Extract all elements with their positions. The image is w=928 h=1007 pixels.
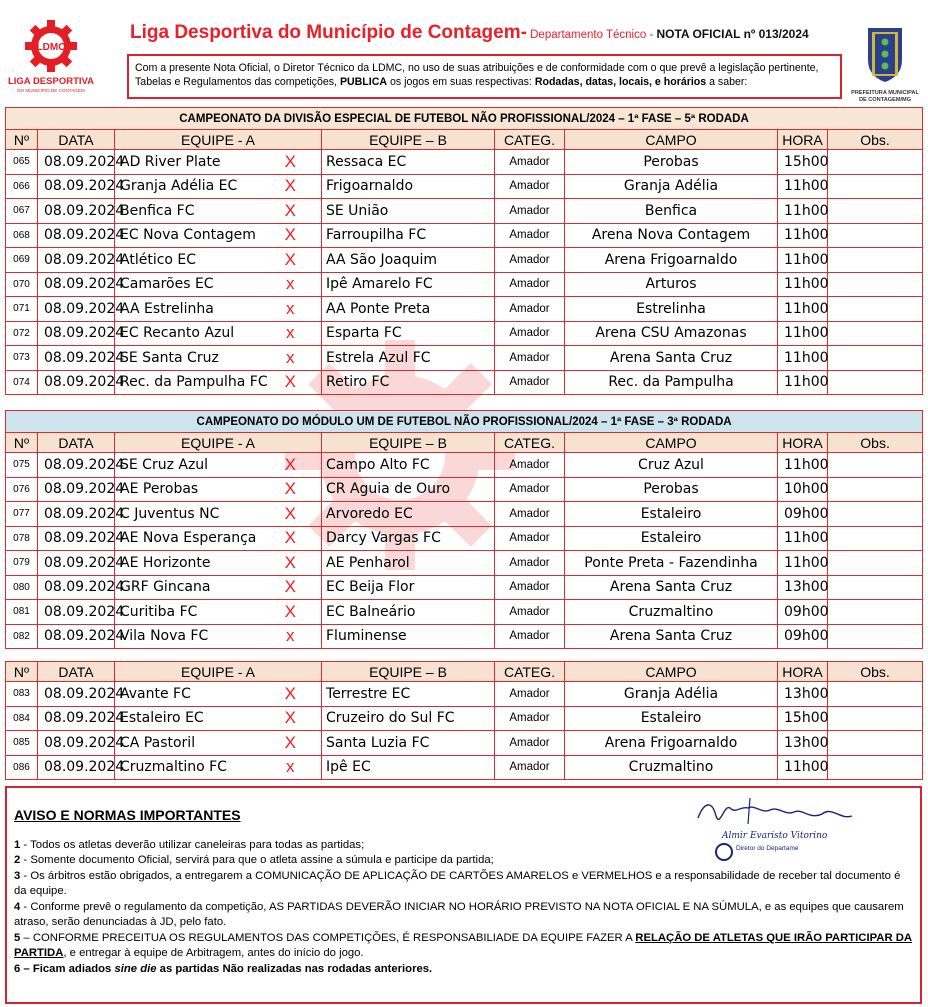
game-number: 065 xyxy=(6,150,38,175)
notice-item-6: 6 – Ficam adiados sine die as partidas Não realizadas nas rodadas anteriores. xyxy=(14,962,433,975)
game-date: 08.09.2024 xyxy=(38,370,115,395)
kickoff-time: 13h00 xyxy=(778,575,828,600)
team-a: Curitiba FC xyxy=(115,600,260,625)
game-number: 085 xyxy=(6,731,38,756)
field-name: Arena Frigoarnaldo xyxy=(565,248,778,273)
versus-mark: X xyxy=(260,502,322,527)
team-a: AE Nova Esperança xyxy=(115,526,260,551)
team-a: SE Cruz Azul xyxy=(115,453,260,478)
game-date: 08.09.2024 xyxy=(38,706,115,731)
team-a: Granja Adélia EC xyxy=(115,174,260,199)
game-date: 08.09.2024 xyxy=(38,248,115,273)
intro-text-1: Com a presente Nota Oficial, o Diretor Técnico da LDMC, no uso de suas atribuições e de conformidade com o que prevê a legislação pertinente, Tabelas e Regulamentos das competições, xyxy=(135,62,819,88)
table-row xyxy=(6,600,923,625)
observations xyxy=(828,174,923,199)
kickoff-time: 10h00 xyxy=(778,477,828,502)
versus-mark: x xyxy=(260,297,322,322)
game-number: 083 xyxy=(6,682,38,707)
observations xyxy=(828,370,923,395)
logo-left-text: LDMC xyxy=(36,42,66,53)
note-number: NOTA OFICIAL nº 013/2024 xyxy=(656,27,809,41)
game-date: 08.09.2024 xyxy=(38,199,115,224)
col-header-team-a: EQUIPE - A xyxy=(115,433,322,453)
category: Amador xyxy=(495,551,565,576)
director-signature xyxy=(690,794,860,864)
notice-item-5: 5 – CONFORME PRECEITUA OS REGULAMENTOS DAS COMPETIÇÕES, É RESPONSABILIADE DA EQUIPE FAZER A RELAÇÃO DE ATLETAS QUE IRÃO PARTICIPAR DA PARTIDA, e entregar à equipe de Arbitragem, antes do início do jogo. xyxy=(14,931,913,959)
category: Amador xyxy=(495,199,565,224)
intro-text-3: os jogos em suas respectivas: xyxy=(387,76,535,88)
observations xyxy=(828,272,923,297)
observations xyxy=(828,453,923,478)
versus-mark: X xyxy=(260,526,322,551)
category: Amador xyxy=(495,150,565,175)
team-b: Ressaca EC xyxy=(322,150,495,175)
game-date: 08.09.2024 xyxy=(38,174,115,199)
table-row xyxy=(6,223,923,248)
table-row xyxy=(6,731,923,756)
team-b: Ipê EC xyxy=(322,755,495,780)
kickoff-time: 13h00 xyxy=(778,731,828,756)
table-row xyxy=(6,624,923,649)
observations xyxy=(828,248,923,273)
observations xyxy=(828,346,923,371)
col-header-date: DATA xyxy=(38,662,115,682)
col-header-obs: Obs. xyxy=(828,433,923,453)
org-name: Liga Desportiva do Município de Contagem- xyxy=(130,22,527,43)
team-a: AD River Plate xyxy=(115,150,260,175)
notice-item-1: 1 - Todos os atletas deverão utilizar caneleiras para todas as partidas; xyxy=(14,838,365,851)
game-number: 075 xyxy=(6,453,38,478)
col-header-num: Nº xyxy=(6,433,38,453)
observations xyxy=(828,150,923,175)
team-a: AE Perobas xyxy=(115,477,260,502)
kickoff-time: 11h00 xyxy=(778,526,828,551)
category: Amador xyxy=(495,526,565,551)
field-name: Arena Santa Cruz xyxy=(565,575,778,600)
team-b: Arvoredo EC xyxy=(322,502,495,527)
team-a: Atlético EC xyxy=(115,248,260,273)
kickoff-time: 11h00 xyxy=(778,272,828,297)
versus-mark: X xyxy=(260,150,322,175)
section-title: CAMPEONATO DA DIVISÃO ESPECIAL DE FUTEBOL NÃO PROFISSIONAL/2024 – 1ª FASE – 5ª RODADA xyxy=(6,108,923,130)
table-row xyxy=(6,150,923,175)
observations xyxy=(828,600,923,625)
col-header-category: CATEG. xyxy=(495,130,565,150)
category: Amador xyxy=(495,755,565,780)
column-headers xyxy=(6,433,923,453)
field-name: Arena Santa Cruz xyxy=(565,624,778,649)
notice-item-4: 4 - Conforme prevê o regulamento da competição, AS PARTIDAS DEVERÃO INICIAR NO HORÁRIO PREVISTO NA NOTA OFICIAL E NA SÚMULA, e as equipes que causarem atraso, serão denunciadas à JD, pelo fato. xyxy=(14,900,904,928)
versus-mark: X xyxy=(260,174,322,199)
observations xyxy=(828,575,923,600)
signature-role: Diretor do Departame xyxy=(736,845,799,852)
category: Amador xyxy=(495,321,565,346)
observations xyxy=(828,731,923,756)
col-header-num: Nº xyxy=(6,662,38,682)
game-date: 08.09.2024 xyxy=(38,477,115,502)
signature-name: Almir Evaristo Vitorino xyxy=(722,831,828,841)
category: Amador xyxy=(495,370,565,395)
team-b: Retiro FC xyxy=(322,370,495,395)
prefeitura-logo-icon xyxy=(848,24,922,104)
ldmc-logo-icon xyxy=(5,18,97,98)
game-date: 08.09.2024 xyxy=(38,526,115,551)
games-table-3 xyxy=(5,661,923,780)
team-b: AE Penharol xyxy=(322,551,495,576)
game-number: 079 xyxy=(6,551,38,576)
kickoff-time: 11h00 xyxy=(778,453,828,478)
col-header-team-b: EQUIPE – B xyxy=(322,130,495,150)
col-header-team-a: EQUIPE - A xyxy=(115,130,322,150)
versus-mark: X xyxy=(260,370,322,395)
field-name: Granja Adélia xyxy=(565,174,778,199)
kickoff-time: 11h00 xyxy=(778,248,828,273)
team-b: Campo Alto FC xyxy=(322,453,495,478)
col-header-category: CATEG. xyxy=(495,662,565,682)
game-date: 08.09.2024 xyxy=(38,453,115,478)
table-row xyxy=(6,272,923,297)
field-name: Cruzmaltino xyxy=(565,600,778,625)
team-b: Fluminense xyxy=(322,624,495,649)
column-headers xyxy=(6,130,923,150)
game-number: 070 xyxy=(6,272,38,297)
table-row xyxy=(6,370,923,395)
game-number: 082 xyxy=(6,624,38,649)
team-a: Avante FC xyxy=(115,682,260,707)
field-name: Arturos xyxy=(565,272,778,297)
category: Amador xyxy=(495,600,565,625)
kickoff-time: 11h00 xyxy=(778,346,828,371)
kickoff-time: 11h00 xyxy=(778,551,828,576)
category: Amador xyxy=(495,682,565,707)
game-number: 071 xyxy=(6,297,38,322)
observations xyxy=(828,624,923,649)
field-name: Arena Nova Contagem xyxy=(565,223,778,248)
category: Amador xyxy=(495,453,565,478)
game-date: 08.09.2024 xyxy=(38,600,115,625)
team-b: Farroupilha FC xyxy=(322,223,495,248)
versus-mark: x xyxy=(260,346,322,371)
category: Amador xyxy=(495,223,565,248)
game-date: 08.09.2024 xyxy=(38,755,115,780)
category: Amador xyxy=(495,731,565,756)
versus-mark: X xyxy=(260,731,322,756)
team-b: Frigoarnaldo xyxy=(322,174,495,199)
observations xyxy=(828,502,923,527)
versus-mark: X xyxy=(260,706,322,731)
game-number: 068 xyxy=(6,223,38,248)
col-header-field: CAMPO xyxy=(565,662,778,682)
observations xyxy=(828,526,923,551)
field-name: Arena Frigoarnaldo xyxy=(565,731,778,756)
category: Amador xyxy=(495,706,565,731)
game-number: 080 xyxy=(6,575,38,600)
game-number: 081 xyxy=(6,600,38,625)
game-date: 08.09.2024 xyxy=(38,731,115,756)
document-header xyxy=(0,0,928,104)
team-a: AE Horizonte xyxy=(115,551,260,576)
team-b: Estrela Azul FC xyxy=(322,346,495,371)
col-header-time: HORA xyxy=(778,130,828,150)
table-row xyxy=(6,526,923,551)
category: Amador xyxy=(495,248,565,273)
game-date: 08.09.2024 xyxy=(38,575,115,600)
game-date: 08.09.2024 xyxy=(38,223,115,248)
game-number: 069 xyxy=(6,248,38,273)
table-row xyxy=(6,321,923,346)
team-a: Rec. da Pampulha FC xyxy=(115,370,260,395)
team-a: Estaleiro EC xyxy=(115,706,260,731)
game-number: 072 xyxy=(6,321,38,346)
notice-item-3: 3 - Os árbitros estão obrigados, a entregarem a COMUNICAÇÃO DE APLICAÇÃO DE CARTÕES AMARELOS e VERMELHOS e a responsabilidade de receber tal documento é da equipe. xyxy=(14,869,901,897)
intro-text-5: a saber: xyxy=(706,76,748,88)
col-header-num: Nº xyxy=(6,130,38,150)
table-row xyxy=(6,174,923,199)
team-b: CR Aguia de Ouro xyxy=(322,477,495,502)
col-header-date: DATA xyxy=(38,130,115,150)
col-header-obs: Obs. xyxy=(828,662,923,682)
observations xyxy=(828,706,923,731)
game-date: 08.09.2024 xyxy=(38,682,115,707)
game-date: 08.09.2024 xyxy=(38,297,115,322)
logo-left-sub: DO MUNICÍPIO DE CONTAGEM xyxy=(17,88,85,93)
field-name: Benfica xyxy=(565,199,778,224)
game-number: 076 xyxy=(6,477,38,502)
intro-text-4: Rodadas, datas, locais, e horários xyxy=(534,76,707,88)
team-a: EC Nova Contagem xyxy=(115,223,260,248)
col-header-time: HORA xyxy=(778,662,828,682)
field-name: Estaleiro xyxy=(565,706,778,731)
category: Amador xyxy=(495,272,565,297)
game-number: 077 xyxy=(6,502,38,527)
intro-paragraph xyxy=(127,54,842,99)
observations xyxy=(828,223,923,248)
versus-mark: X xyxy=(260,453,322,478)
game-number: 067 xyxy=(6,199,38,224)
game-number: 066 xyxy=(6,174,38,199)
table-row xyxy=(6,502,923,527)
team-b: Ipê Amarelo FC xyxy=(322,272,495,297)
kickoff-time: 15h00 xyxy=(778,706,828,731)
versus-mark: X xyxy=(260,223,322,248)
field-name: Estaleiro xyxy=(565,526,778,551)
section-title: CAMPEONATO DO MÓDULO UM DE FUTEBOL NÃO PROFISSIONAL/2024 – 1ª FASE – 3ª RODADA xyxy=(6,411,923,433)
field-name: Estrelinha xyxy=(565,297,778,322)
versus-mark: X xyxy=(260,575,322,600)
col-header-field: CAMPO xyxy=(565,130,778,150)
department-label: Departamento Técnico - xyxy=(526,29,657,41)
team-b: EC Beija Flor xyxy=(322,575,495,600)
versus-mark: x xyxy=(260,321,322,346)
category: Amador xyxy=(495,174,565,199)
kickoff-time: 09h00 xyxy=(778,600,828,625)
table-row xyxy=(6,297,923,322)
versus-mark: x xyxy=(260,624,322,649)
versus-mark: X xyxy=(260,600,322,625)
team-b: Esparta FC xyxy=(322,321,495,346)
kickoff-time: 11h00 xyxy=(778,223,828,248)
category: Amador xyxy=(495,346,565,371)
versus-mark: x xyxy=(260,272,322,297)
table-row xyxy=(6,199,923,224)
game-date: 08.09.2024 xyxy=(38,624,115,649)
observations xyxy=(828,551,923,576)
versus-mark: X xyxy=(260,199,322,224)
team-a: SE Santa Cruz xyxy=(115,346,260,371)
table-row xyxy=(6,682,923,707)
category: Amador xyxy=(495,502,565,527)
col-header-date: DATA xyxy=(38,433,115,453)
observations xyxy=(828,755,923,780)
notice-title: AVISO E NORMAS IMPORTANTES xyxy=(14,807,241,823)
table-row xyxy=(6,575,923,600)
category: Amador xyxy=(495,477,565,502)
category: Amador xyxy=(495,624,565,649)
field-name: Cruzmaltino xyxy=(565,755,778,780)
table-row xyxy=(6,551,923,576)
game-date: 08.09.2024 xyxy=(38,346,115,371)
intro-text-2: PUBLICA xyxy=(339,76,388,88)
kickoff-time: 11h00 xyxy=(778,174,828,199)
games-table-1 xyxy=(5,107,923,395)
team-a: EC Recanto Azul xyxy=(115,321,260,346)
kickoff-time: 11h00 xyxy=(778,370,828,395)
versus-mark: X xyxy=(260,248,322,273)
observations xyxy=(828,199,923,224)
page-title xyxy=(130,22,840,44)
field-name: Perobas xyxy=(565,477,778,502)
field-name: Estaleiro xyxy=(565,502,778,527)
game-number: 073 xyxy=(6,346,38,371)
team-b: SE União xyxy=(322,199,495,224)
field-name: Rec. da Pampulha xyxy=(565,370,778,395)
kickoff-time: 15h00 xyxy=(778,150,828,175)
versus-mark: X xyxy=(260,551,322,576)
game-date: 08.09.2024 xyxy=(38,321,115,346)
game-date: 08.09.2024 xyxy=(38,272,115,297)
team-a: AA Estrelinha xyxy=(115,297,260,322)
game-number: 086 xyxy=(6,755,38,780)
logo-right-caption2: DE CONTAGEM/MG xyxy=(858,97,912,103)
team-b: AA Ponte Preta xyxy=(322,297,495,322)
column-headers xyxy=(6,662,923,682)
table-row xyxy=(6,755,923,780)
col-header-obs: Obs. xyxy=(828,130,923,150)
team-a: Cruzmaltino FC xyxy=(115,755,260,780)
kickoff-time: 09h00 xyxy=(778,624,828,649)
game-number: 074 xyxy=(6,370,38,395)
table-row xyxy=(6,477,923,502)
kickoff-time: 11h00 xyxy=(778,297,828,322)
versus-mark: x xyxy=(260,755,322,780)
games-table-2 xyxy=(5,410,923,649)
kickoff-time: 13h00 xyxy=(778,682,828,707)
team-a: Vila Nova FC xyxy=(115,624,260,649)
game-date: 08.09.2024 xyxy=(38,551,115,576)
category: Amador xyxy=(495,297,565,322)
col-header-category: CATEG. xyxy=(495,433,565,453)
game-date: 08.09.2024 xyxy=(38,502,115,527)
col-header-team-b: EQUIPE – B xyxy=(322,662,495,682)
observations xyxy=(828,477,923,502)
category: Amador xyxy=(495,575,565,600)
table-row xyxy=(6,453,923,478)
team-b: Santa Luzia FC xyxy=(322,731,495,756)
field-name: Cruz Azul xyxy=(565,453,778,478)
observations xyxy=(828,682,923,707)
col-header-team-b: EQUIPE – B xyxy=(322,433,495,453)
team-b: Cruzeiro do Sul FC xyxy=(322,706,495,731)
observations xyxy=(828,321,923,346)
team-a: C Juventus NC xyxy=(115,502,260,527)
game-date: 08.09.2024 xyxy=(38,150,115,175)
kickoff-time: 11h00 xyxy=(778,199,828,224)
team-a: GRF Gincana xyxy=(115,575,260,600)
col-header-field: CAMPO xyxy=(565,433,778,453)
kickoff-time: 11h00 xyxy=(778,755,828,780)
team-b: Darcy Vargas FC xyxy=(322,526,495,551)
field-name: Arena CSU Amazonas xyxy=(565,321,778,346)
versus-mark: X xyxy=(260,682,322,707)
logo-right-caption1: PREFEITURA MUNICIPAL xyxy=(851,90,919,96)
versus-mark: X xyxy=(260,477,322,502)
col-header-team-a: EQUIPE - A xyxy=(115,662,322,682)
col-header-time: HORA xyxy=(778,433,828,453)
team-b: EC Balneário xyxy=(322,600,495,625)
team-a: CA Pastoril xyxy=(115,731,260,756)
kickoff-time: 11h00 xyxy=(778,321,828,346)
team-b: AA São Joaquim xyxy=(322,248,495,273)
field-name: Arena Santa Cruz xyxy=(565,346,778,371)
table-row xyxy=(6,706,923,731)
logo-left-caption: LIGA DESPORTIVA xyxy=(7,76,95,87)
game-number: 084 xyxy=(6,706,38,731)
field-name: Perobas xyxy=(565,150,778,175)
observations xyxy=(828,297,923,322)
team-b: Terrestre EC xyxy=(322,682,495,707)
team-a: Camarões EC xyxy=(115,272,260,297)
team-a: Benfica FC xyxy=(115,199,260,224)
field-name: Ponte Preta - Fazendinha xyxy=(565,551,778,576)
notice-item-2: 2 - Somente documento Oficial, servirá para que o atleta assine a súmula e participe da partida; xyxy=(14,854,494,866)
game-number: 078 xyxy=(6,526,38,551)
kickoff-time: 09h00 xyxy=(778,502,828,527)
field-name: Granja Adélia xyxy=(565,682,778,707)
table-row xyxy=(6,346,923,371)
table-row xyxy=(6,248,923,273)
